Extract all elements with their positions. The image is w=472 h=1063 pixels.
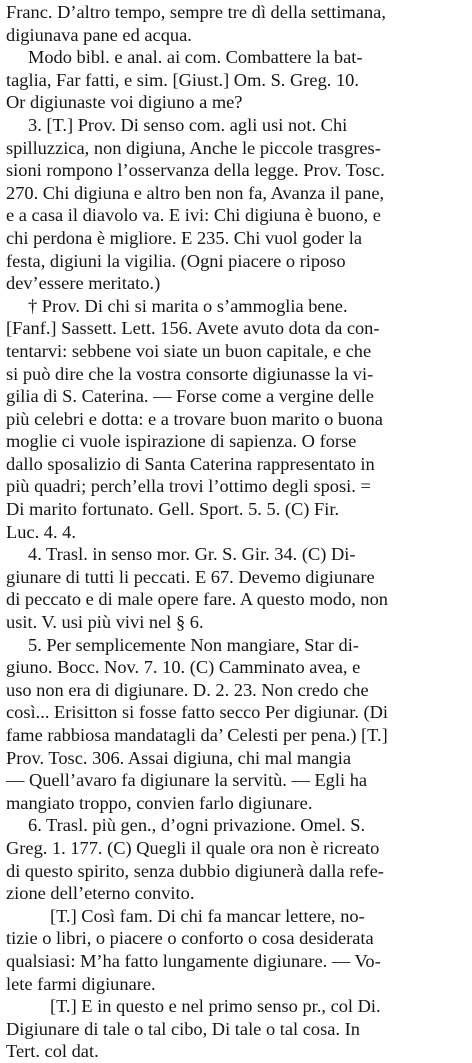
text-line: uso non era di digiunare. D. 2. 23. Non credo che (6, 679, 369, 700)
text-line: Modo bibl. e anal. ai com. Combattere la bat- (28, 47, 363, 68)
text-line: moglie ci vuole ispirazione di sapienza. O forse (6, 431, 357, 452)
section-heading-3: 3. [T.] Prov. Di senso com. agli usi not. Chi (28, 114, 348, 135)
text-line: spilluzzica, non digiuna, Anche le piccole trasgres- (6, 137, 381, 158)
text-line: più quadri; perch’ella trovi l’ottimo degli sposi. = (6, 476, 371, 497)
text-line: — Quell’avaro fa digiunare la servitù. — Egli ha (6, 770, 368, 791)
text-line: fame rabbiosa mandatagli da’ Celesti per pena.) [T.] (6, 725, 388, 745)
text-line: Prov. Tosc. 306. Assai digiuna, chi mal mangia (6, 747, 352, 768)
text-line: taglia, Far fatti, e sim. [Giust.] Om. S. Greg. 10. (6, 69, 359, 90)
text-line: e a casa il diavolo va. E ivi: Chi digiuna è buono, e (6, 205, 381, 226)
text-line: si può dire che la vostra consorte digiunasse la vi- (6, 363, 374, 384)
text-line: sioni rompono l’osservanza della legge. Prov. Tosc. (6, 160, 385, 181)
text-line: 270. Chi digiuna e altro ben non fa, Avanza il pane, (6, 182, 385, 203)
text-line: Di marito fortunato. Gell. Sport. 5. 5. (C) Fir. (6, 499, 340, 520)
text-line: chi perdona è migliore. E 235. Chi vuol goder la (6, 227, 362, 248)
text-line: Tert. col dat. (6, 1041, 99, 1062)
text-line: così... Erisitton si fosse fatto secco Per digiunar. (Di (6, 702, 389, 723)
text-line: † Prov. Di chi si marita o s’ammoglia bene. (28, 295, 348, 316)
text-line: Luc. 4. 4. (6, 521, 76, 542)
text-line: [T.] Così fam. Di chi fa mancar lettere, no- (50, 905, 365, 926)
text-line: Or digiunaste voi digiuno a me? (6, 92, 243, 113)
text-line: qualsiasi: M’ha fatto lungamente digiunare. — Vo- (6, 950, 381, 971)
section-heading-5: 5. Per semplicemente Non mangiare, Star di- (28, 634, 359, 655)
text-line: digiunava pane ed acqua. (6, 24, 192, 45)
section-heading-6: 6. Trasl. più gen., d’ogni privazione. Omel. S. (28, 815, 366, 836)
text-line: mangiato troppo, convien farlo digiunare. (6, 792, 313, 813)
text-line: di questo spirito, senza dubbio digiunerà dalla refe- (6, 860, 384, 881)
text-line: tentarvi: sebbene voi siate un buon capitale, e che (6, 340, 372, 361)
text-line: giuno. Bocc. Nov. 7. 10. (C) Camminato avea, e (6, 657, 361, 678)
text-line: dev’essere meritato.) (6, 273, 161, 294)
text-line: [Fanf.] Sassett. Lett. 156. Avete avuto dota da con- (6, 318, 380, 339)
text-line: di peccato e di male opere fare. A questo modo, non (6, 589, 388, 610)
text-line: Greg. 1. 177. (C) Quegli il quale ora non è ricreato (6, 837, 380, 858)
text-line: dallo sposalizio di Santa Caterina rappresentato in (6, 453, 375, 474)
text-line: gilia di S. Caterina. — Forse come a vergine delle (6, 386, 374, 407)
text-line: [T.] E in questo e nel primo senso pr., col Di. (50, 996, 381, 1017)
text-line: più celebri e dotta: e a trovare buon marito o buona (6, 408, 383, 429)
text-line: zione dell’eterno convito. (6, 883, 195, 904)
section-heading-4: 4. Trasl. in senso mor. Gr. S. Gir. 34. (C) Di- (28, 544, 356, 565)
text-line: lete farmi digiunare. (6, 973, 156, 994)
text-line: giunare di tutti li peccati. E 67. Devemo digiunare (6, 566, 375, 587)
text-line: usit. V. usi più vivi nel § 6. (6, 612, 204, 633)
text-line: Digiunare di tale o tal cibo, Di tale o tal cosa. In (6, 1018, 360, 1039)
text-line: festa, digiuni la vigilia. (Ogni piacere o riposo (6, 250, 346, 271)
text-line: tizie o libri, o piacere o conforto o cosa desiderata (6, 928, 374, 949)
text-line: Franc. D’altro tempo, sempre tre dì della settimana, (6, 2, 386, 22)
